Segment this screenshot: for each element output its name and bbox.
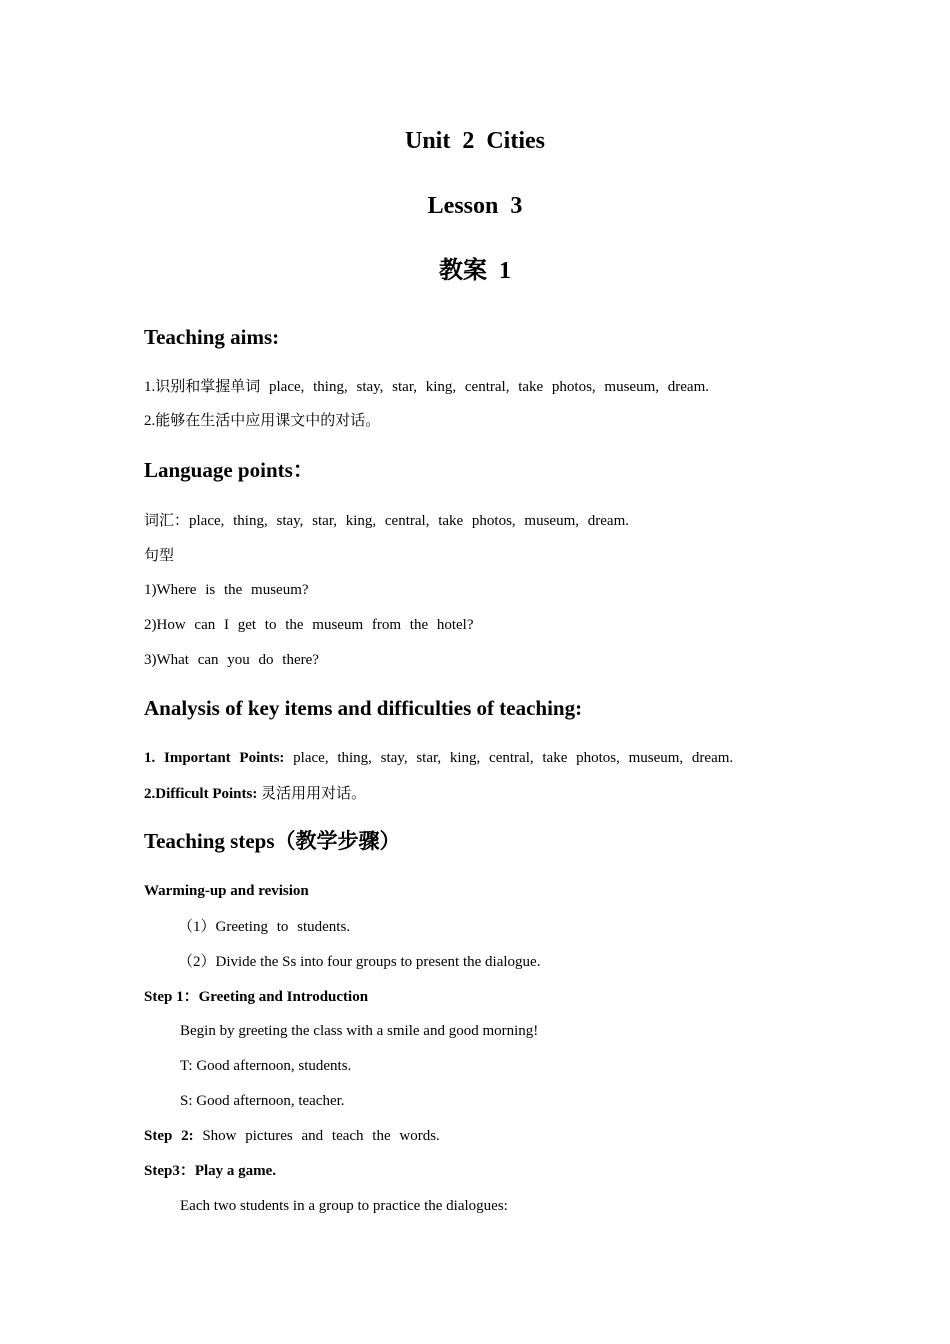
teaching-aim-item: 2.能够在生活中应用课文中的对话。 (144, 413, 381, 429)
language-points-heading: Language points： (144, 458, 314, 482)
warming-up-label: Warming-up and revision (144, 883, 309, 899)
step2-label: Step 2: (144, 1128, 194, 1144)
step1-line: T: Good afternoon, students. (180, 1058, 352, 1074)
step1-label: Step 1：Greeting and Introduction (144, 989, 369, 1005)
important-points (144, 748, 733, 768)
step3-label: Step3：Play a game. (144, 1163, 277, 1179)
difficult-points (144, 784, 366, 804)
step2 (144, 1126, 440, 1146)
lesson-plan-title: 教案 1 (439, 258, 511, 284)
step2-text: Show pictures and teach the words. (193, 1128, 440, 1144)
step3-line: Each two students in a group to practice the dialogues: (180, 1198, 508, 1214)
difficult-points-label: 2.Difficult Points: (144, 786, 258, 802)
warming-up-item: （2）Divide the Ss into four groups to present the dialogue. (178, 954, 541, 970)
teaching-steps-heading: Teaching steps（教学步骤） (144, 829, 401, 853)
sentence-pattern-item: 3)What can you do there? (144, 652, 319, 668)
analysis-heading: Analysis of key items and difficulties of teaching: (144, 696, 583, 720)
teaching-aims-heading: Teaching aims: (144, 325, 280, 349)
step1-line: Begin by greeting the class with a smile and good morning! (180, 1023, 539, 1039)
sentence-pattern-label: 句型 (144, 548, 175, 564)
lesson-title: Lesson 3 (427, 193, 523, 219)
warming-up-item: （1）Greeting to students. (178, 919, 351, 935)
sentence-pattern-item: 1)Where is the museum? (144, 582, 309, 598)
teaching-aim-item: 1.识别和掌握单词 place, thing, stay, star, king, central, take photos, museum, dream. (144, 379, 709, 395)
step1-line: S: Good afternoon, teacher. (180, 1093, 345, 1109)
unit-title: Unit 2 Cities (405, 128, 545, 154)
important-points-label: 1. Important Points: (144, 750, 285, 766)
important-points-text: place, thing, stay, star, king, central, take photos, museum, dream. (284, 750, 734, 766)
difficult-points-text: 灵活用用对话。 (257, 786, 367, 802)
sentence-pattern-item: 2)How can I get to the museum from the hotel? (144, 617, 474, 633)
vocabulary-line: 词汇：place, thing, stay, star, king, central, take photos, museum, dream. (144, 513, 629, 529)
